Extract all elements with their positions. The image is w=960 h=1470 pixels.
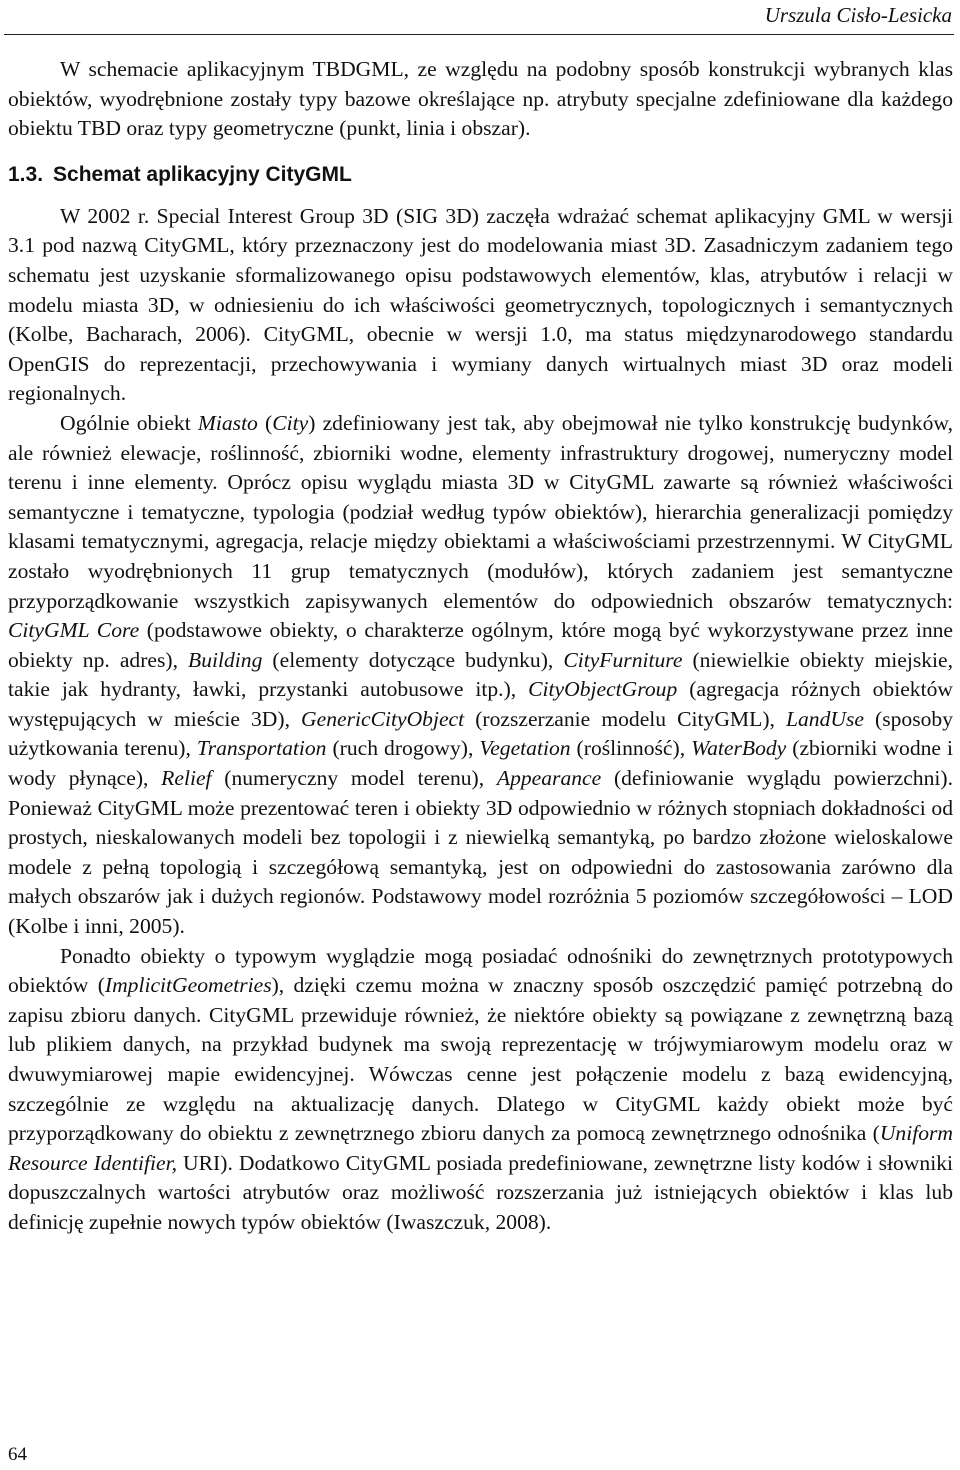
text-span: (niewielkie obiekty miejskie, takie jak hydranty, ławki, przystanki autobusowe itp.),: [8, 647, 954, 702]
term-waterbody: WaterBody: [691, 736, 787, 761]
text-span: (podstawowe obiekty, o charakterze ogólnym, które mogą być wykorzystywane przez inne obiekty np. adres),: [8, 618, 953, 672]
page-number: 64: [8, 1444, 27, 1465]
text-span: (rozszerzanie modelu CityGML),: [464, 706, 786, 731]
term-genericcityobject: GenericCityObject: [301, 706, 465, 731]
text-span: (definiowanie wyglądu powierzchni). Ponieważ CityGML może prezentować teren i obiekty 3D odpowiednio w różnych stopniach dokładności od prostych, nieskalowanych modeli bez topologii i z niewielką semantyką, po bardzo złożone wieloskalowe modele z pełną topologią i szczegółową semantyką, jest on odpowiedni do zastosowania zarówno dla małych obszarów jak i dużych regionów. Podstawowy model rozróżnia 5 poziomów szczegółowości – LOD (Kolbe i inni, 2005).: [8, 766, 953, 939]
text-span: (roślinność),: [570, 736, 692, 761]
text-span: URI). Dodatkowo CityGML posiada predefiniowane, zewnętrzne listy kodów i słowniki dopuszczalnych wartości atrybutów oraz możliwość rozszerzania już istniejących obiektów i klas lub definicję zupełnie nowych typów obiektów (Iwaszczuk, 2008).: [8, 1150, 953, 1234]
text-span: (numeryczny model terenu),: [211, 766, 497, 791]
term-building: Building: [188, 647, 263, 672]
term-transportation: Transportation: [196, 736, 327, 761]
text-span: ), dzięki czemu można w znaczny sposób oszczędzić pamięć potrzebną do zapisu zbioru danych. CityGML przewiduje również, że niektóre obiekty są powiązane z zewnętrzną bazą lub plikiem danych, na przykład budynek ma swoją reprezentację w trójwymiarowym modelu oraz w dwuwymiarowej mapie ewidencyjnej. Wówczas cenne jest połączenie modelu z bazą ewidencyjną, szczególnie ze względu na aktualizację danych. Dlatego w CityGML każdy obiekt może być przyporządkowany do obiektu z zewnętrznego zbioru danych za pomocą zewnętrznego odnośnika (: [8, 973, 953, 1146]
term-cityobjectgroup: CityObjectGroup: [528, 677, 678, 702]
term-implicitgeometries: ImplicitGeometries: [104, 973, 272, 998]
text-span: (: [257, 410, 273, 435]
text-span: (agregacja różnych obiektów występujących w mieście 3D),: [8, 677, 953, 731]
term-cityfurniture: CityFurniture: [563, 647, 683, 672]
term-appearance: Appearance: [496, 766, 602, 791]
term-landuse: LandUse: [785, 706, 864, 731]
text-span: Ponadto obiekty o typowym wyglądzie mogą posiadać odnośniki do zewnętrznych prototypowych obiektów (: [8, 943, 953, 998]
header-rule: [4, 34, 954, 35]
paragraph-prototypes: [8, 942, 953, 1238]
section-number: 1.3.: [8, 162, 44, 186]
section-heading: [8, 160, 953, 190]
text-span: (elementy dotyczące budynku),: [262, 647, 564, 672]
term-relief: Relief: [161, 766, 212, 791]
term-miasto: Miasto: [197, 410, 258, 435]
term-citygml-core: CityGML Core: [8, 618, 140, 643]
paragraph-tbdgml: W schemacie aplikacyjnym TBDGML, ze względu na podobny sposób konstrukcji wybranych klas obiektów, wyodrębnione zostały typy bazowe określające np. atrybuty specjalne zdefiniowane dla każdego obiektu TBD oraz typy geometryczne (punkt, linia i obszar).: [8, 57, 953, 141]
page-body: [8, 55, 953, 1238]
text-span: Ogólnie obiekt: [60, 410, 198, 435]
text-span: (ruch drogowy),: [326, 736, 480, 761]
term-uniform-resource-identifier: Uniform Resource Identifier,: [8, 1121, 953, 1175]
text-span: (zbiorniki wodne i wody płynące),: [8, 736, 953, 791]
paragraph-city-object: [8, 409, 953, 942]
term-city: City: [272, 410, 309, 435]
paragraph-citygml-intro: W 2002 r. Special Interest Group 3D (SIG 3D) zaczęła wdrażać schemat aplikacyjny GML w wersji 3.1 pod nazwą CityGML, który przeznaczony jest do modelowania miast 3D. Zasadniczym zadaniem tego schematu jest uzyskanie sformalizowanego opisu podstawowych elementów, klas, atrybutów i relacji w modelu miasta 3D, w odniesieniu do ich właściwości geometrycznych, topologicznych i semantycznych (Kolbe, Bacharach, 2006). CityGML, obecnie w wersji 1.0, ma status międzynarodowego standardu OpenGIS do reprezentacji, przechowywania i wymiany danych wirtualnych miast 3D oraz modeli regionalnych.: [8, 203, 953, 406]
section-title: Schemat aplikacyjny CityGML: [53, 162, 352, 186]
text-span: ) zdefiniowany jest tak, aby obejmował nie tylko konstrukcję budynków, ale również elewacje, roślinność, zbiorniki wodne, elementy infrastruktury drogowej, numeryczny model terenu i inne elementy. Oprócz opisu wyglądu miasta 3D w CityGML zawarte są również właściwości semantyczne i tematyczne, typologia (podział według typów obiektów), hierarchia generalizacji pomiędzy klasami tematycznymi, agregacja, relacje między obiektami a właściwościami przestrzennymi. W CityGML zostało wyodrębnionych 11 grup tematycznych (modułów), których zadaniem jest semantyczne przyporządkowanie wszystkich zapisywanych elementów do odpowiednich obszarów tematycznych:: [8, 410, 953, 613]
term-vegetation: Vegetation: [479, 736, 571, 761]
running-header-author: Urszula Cisło-Lesicka: [764, 3, 952, 27]
text-span: (sposoby użytkowania terenu),: [8, 706, 953, 761]
